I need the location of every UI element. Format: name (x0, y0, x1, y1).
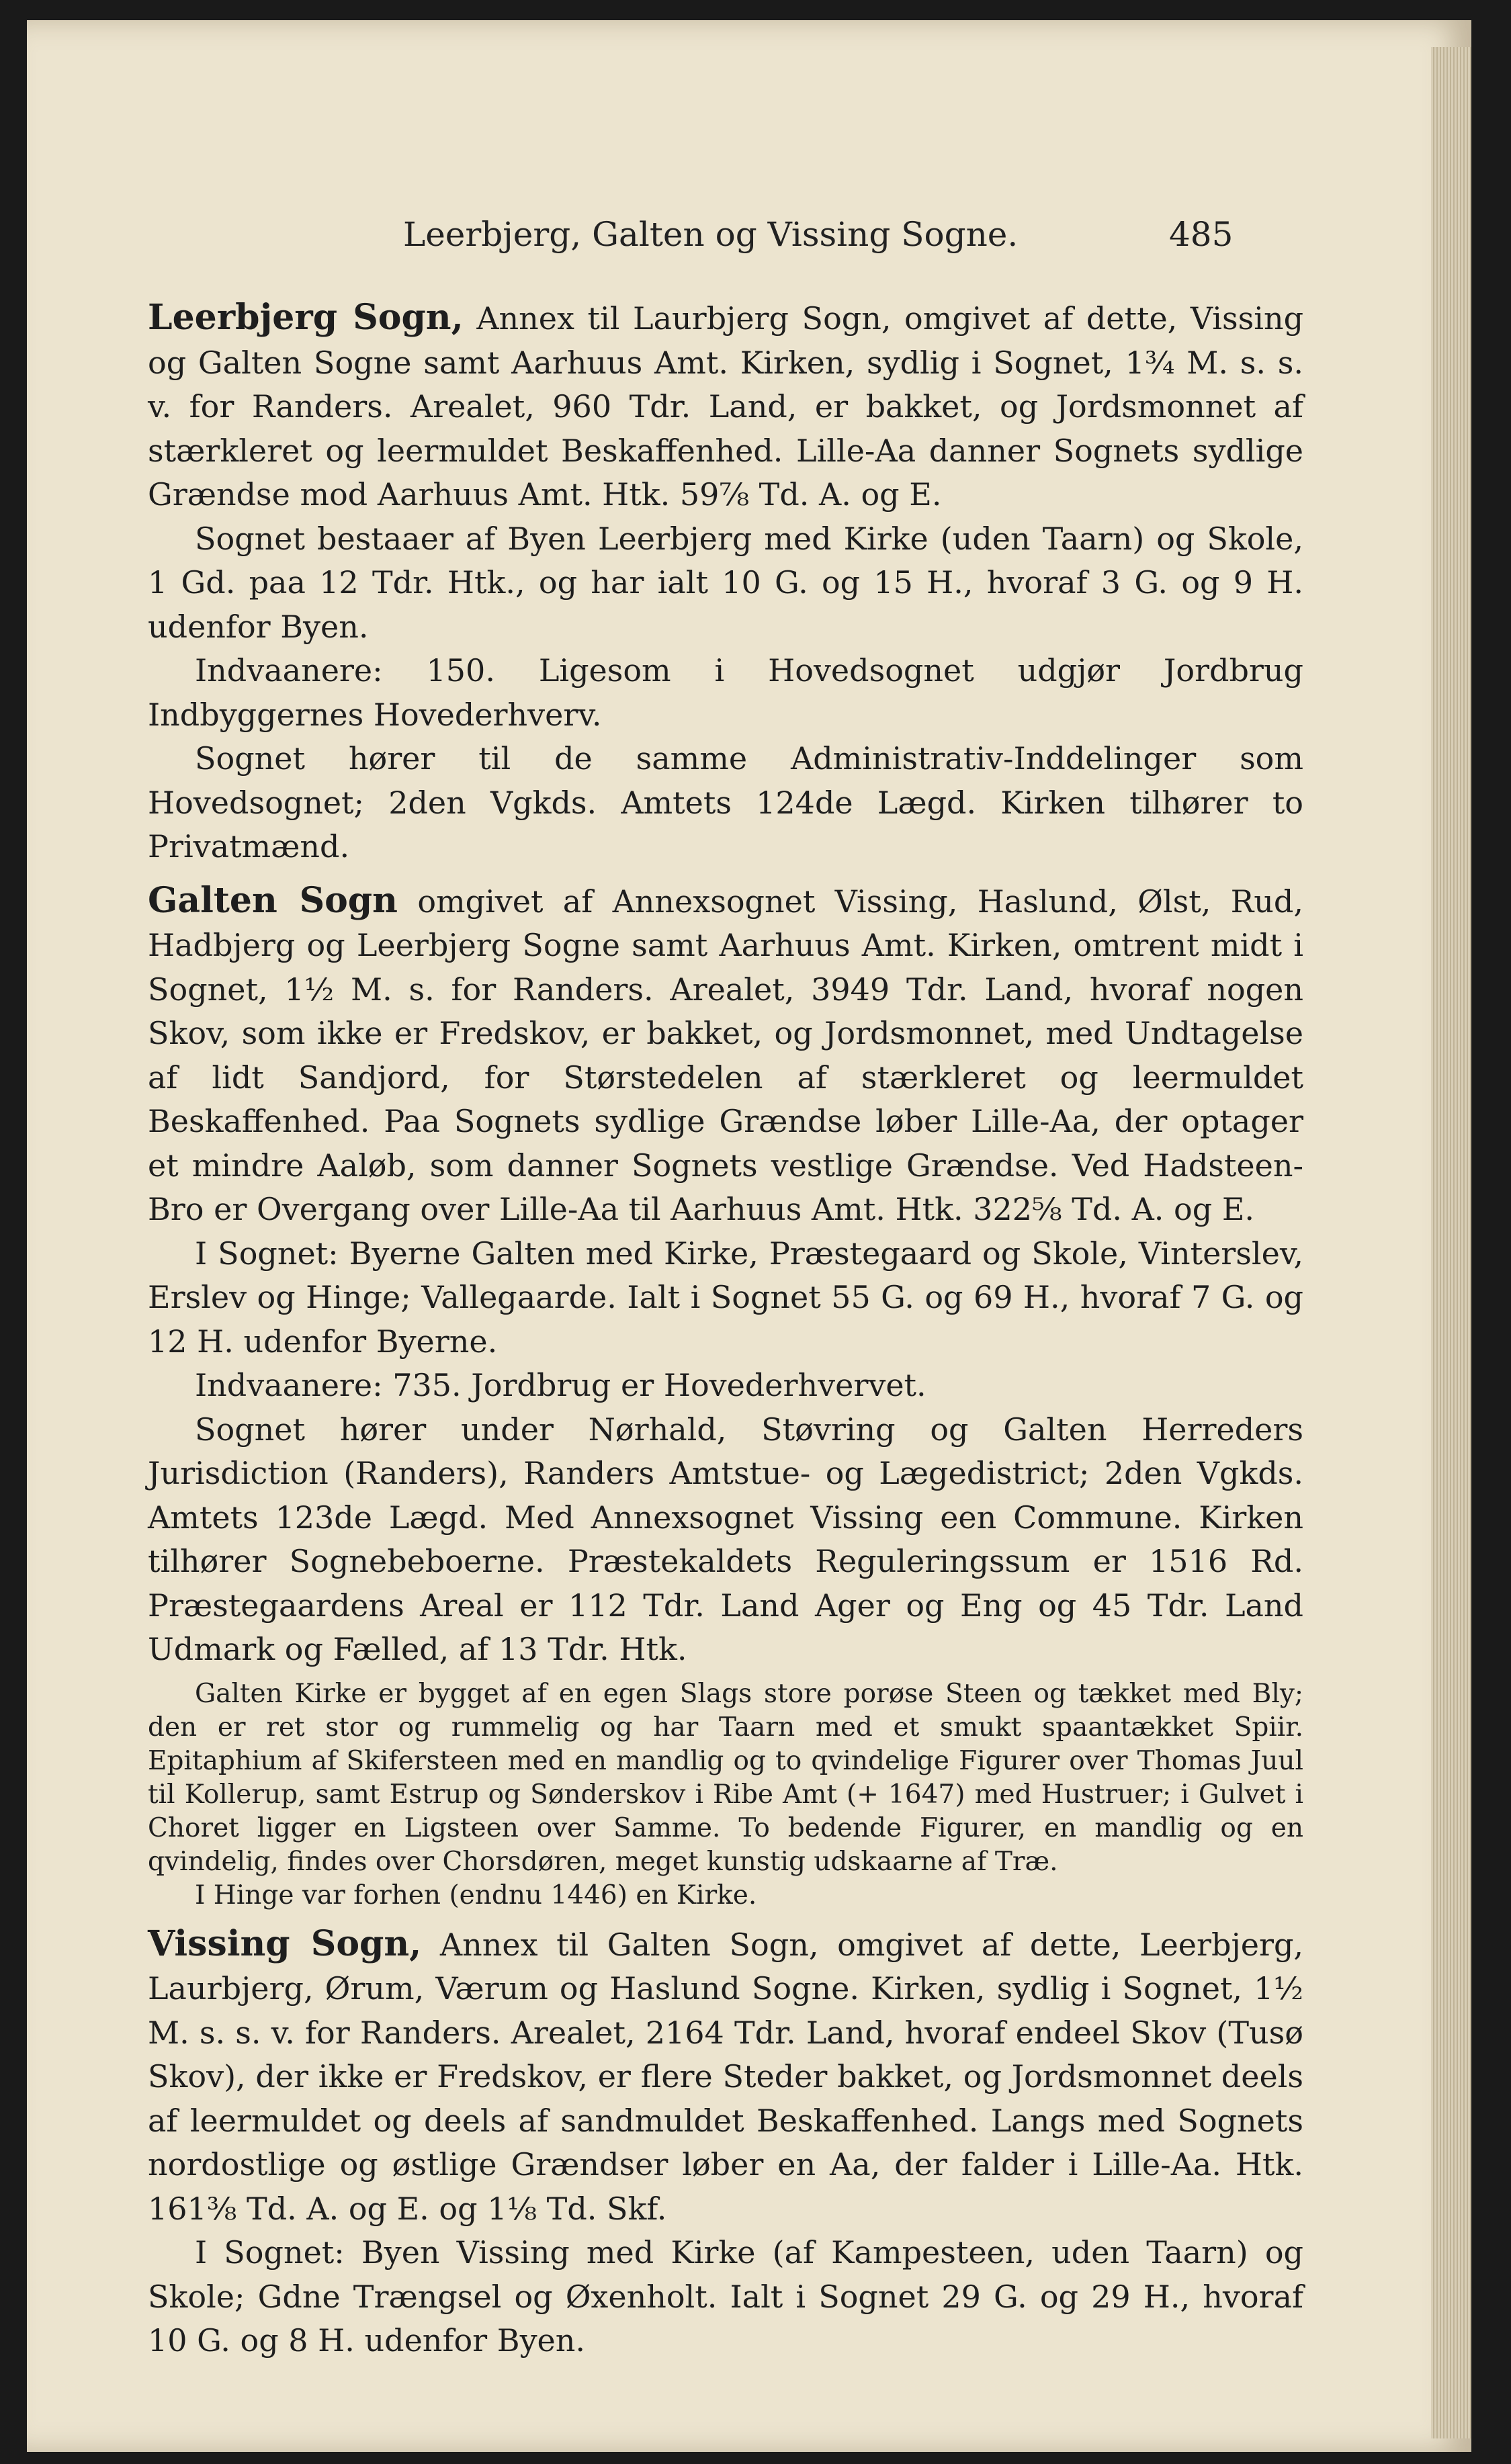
vissing-intro (148, 1922, 1303, 2232)
leerbjerg-heading: Leerbjerg Sogn, (148, 297, 464, 338)
page-edge (1431, 47, 1471, 2438)
galten-text: omgivet af Annexsognet Vissing, Haslund, Ølst, Rud, Hadbjerg og Leerbjerg Sogne samt Aarhuus Amt. Kirken, omtrent midt i Sognet, 1½ M. s. for Randers. Arealet, 3949 Tdr. Land, hvoraf nogen Skov, som ikke er Fredskov, er bakket, og Jordsmonnet, med Undtagelse af lidt Sandjord, for Størstedelen af stærkleret og leermuldet Beskaffenhed. Paa Sognets sydlige Grændse løber Lille-Aa, der optager et mindre Aaløb, som danner Sognets vestlige Grændse. Ved Hadsteen-Bro er Overgang over Lille-Aa til Aarhuus Amt. Htk. 322⅝ Td. A. og E. (148, 883, 1303, 1227)
galten-administration: Sognet hører under Nørhald, Støvring og Galten Herreders Jurisdiction (Randers), Randers Amtstue- og Lægedistrict; 2den Vgkds. Amtets 123de Lægd. Med Annexsognet Vissing een Commune. Kirken tilhører Sognebeboerne. Præstekaldets Reguleringssum er 1516 Rd. Præstegaardens Areal er 112 Tdr. Land Ager og Eng og 45 Tdr. Land Udmark og Fælled, af 13 Tdr. Htk. (148, 1411, 1303, 1667)
page-number: 485 (1169, 215, 1234, 254)
hinge-note: I Hinge var forhen (endnu 1446) en Kirke. (195, 1880, 757, 1910)
vissing-villages: I Sognet: Byen Vissing med Kirke (af Kampesteen, uden Taarn) og Skole; Gdne Trængsel og Øxenholt. Ialt i Sognet 29 G. og 29 H., hvoraf 10 G. og 8 H. udenfor Byen. (148, 2234, 1303, 2359)
page-header (27, 215, 1471, 275)
galten-heading: Galten Sogn (148, 879, 398, 921)
page-body (148, 296, 1303, 2363)
leerbjerg-text: Annex til Laurbjerg Sogn, omgivet af dette, Vissing og Galten Sogne samt Aarhuus Amt. Kirken, sydlig i Sognet, 1¾ M. s. s. v. for Randers. Arealet, 960 Tdr. Land, er bakket, og Jordsmonnet af stærkleret og leermuldet Beskaffenhed. Lille-Aa danner Sognets sydlige Grændse mod Aarhuus Amt. Htk. 59⅞ Td. A. og E. (148, 300, 1304, 513)
vissing-text: Annex til Galten Sogn, omgivet af dette, Leerbjerg, Laurbjerg, Ørum, Værum og Haslund Sogne. Kirken, sydlig i Sognet, 1½ M. s. s. v. for Randers. Arealet, 2164 Tdr. Land, hvoraf endeel Skov (Tusø Skov), der ikke er Fredskov, er flere Steder bakket, og Jordsmonnet deels af leermuldet og deels af sandmuldet Beskaffenhed. Langs med Sognets nordostlige og østlige Grændser løber en Aa, der falder i Lille-Aa. Htk. 161⅜ Td. A. og E. og 1⅛ Td. Skf. (148, 1926, 1304, 2227)
galten-villages: I Sognet: Byerne Galten med Kirke, Præstegaard og Skole, Vinterslev, Erslev og Hinge; Vallegaarde. Ialt i Sognet 55 G. og 69 H., hvoraf 7 G. og 12 H. udenfor Byerne. (148, 1235, 1303, 1360)
leerbjerg-population: Indvaanere: 150. Ligesom i Hovedsognet udgjør Jordbrug Indbyggernes Hovederhverv. (148, 652, 1303, 733)
galten-church-note: Galten Kirke er bygget af en egen Slags store porøse Steen og tækket med Bly; den er ret stor og rummelig og har Taarn med et smukt spaantækket Spiir. Epitaphium af Skifersteen med en mandlig og to qvindelige Figurer over Thomas Juul til Kollerup, samt Estrup og Sønderskov i Ribe Amt (+ 1647) med Hustruer; i Gulvet i Choret ligger en Ligsteen over Samme. To bedende Figurer, en mandlig og en qvindelig, findes over Chorsdøren, meget kunstig udskaarne af Træ. (148, 1678, 1303, 1877)
leerbjerg-villages: Sognet bestaaer af Byen Leerbjerg med Kirke (uden Taarn) og Skole, 1 Gd. paa 12 Tdr. Htk., og har ialt 10 G. og 15 H., hvoraf 3 G. og 9 H. udenfor Byen. (148, 520, 1303, 645)
leerbjerg-administration: Sognet hører til de samme Administrativ-Inddelinger som Hovedsognet; 2den Vgkds. Amtets 124de Lægd. Kirken tilhører to Privatmænd. (148, 740, 1303, 865)
galten-intro (148, 879, 1303, 1232)
galten-population: Indvaanere: 735. Jordbrug er Hovederhvervet. (195, 1367, 926, 1403)
book-page (27, 20, 1471, 2452)
vissing-heading: Vissing Sogn, (148, 1923, 422, 1964)
leerbjerg-intro (148, 296, 1303, 517)
running-head: Leerbjerg, Galten og Vissing Sogne. (403, 215, 1019, 254)
